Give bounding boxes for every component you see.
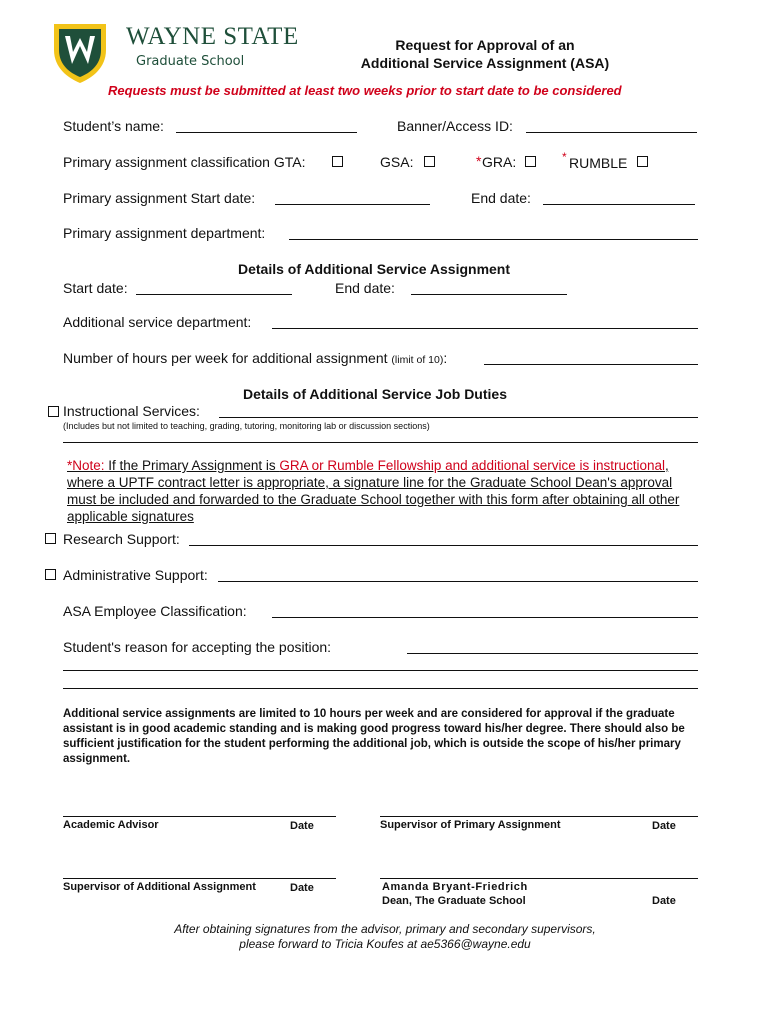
academic-advisor-label: Academic Advisor xyxy=(63,819,159,831)
reason-label: Student's reason for accepting the position: xyxy=(63,639,332,655)
instructional-field-line2[interactable] xyxy=(63,442,698,443)
supervisor-primary-signature-line[interactable] xyxy=(380,816,698,817)
primary-end-label: End date: xyxy=(471,190,531,206)
gsa-label: GSA: xyxy=(380,154,414,170)
note-star: *Note: xyxy=(67,458,105,473)
form-title-line2: Additional Service Assignment (ASA) xyxy=(360,55,610,71)
reason-field-line3[interactable] xyxy=(63,688,698,689)
logo-subtitle: Graduate School xyxy=(136,54,245,69)
instructional-checkbox[interactable] xyxy=(48,406,59,417)
administrative-checkbox[interactable] xyxy=(45,569,56,580)
primary-end-field[interactable] xyxy=(543,204,695,205)
dean-name: Amanda Bryant-Friedrich xyxy=(382,881,528,893)
note-text-b: , where a UPTF contract letter is appropriate, a signature line for the Graduate School Dean's approval must be included and forwarded to the Graduate School together with this form after obtaining all other applicable signatures xyxy=(67,458,680,524)
policy-text: Additional service assignments are limited to 10 hours per week and are considered for approval if the graduate assistant is in good academic standing and is making good progress toward his/her degree. There should also be sufficient justification for the student performing the additional job, which is outside the scope of his/her primary assignment. xyxy=(63,708,685,765)
hours-field[interactable] xyxy=(484,364,698,365)
instructional-field[interactable] xyxy=(219,417,698,418)
rumble-asterisk: * xyxy=(562,150,567,164)
asa-classification-field[interactable] xyxy=(272,617,698,618)
uptf-note xyxy=(67,457,702,525)
asa-classification-label: ASA Employee Classification: xyxy=(63,603,247,619)
instructional-label: Instructional Services: xyxy=(63,403,200,419)
additional-end-field[interactable] xyxy=(411,294,567,295)
student-name-field[interactable] xyxy=(176,132,357,133)
hours-colon: : xyxy=(443,350,448,366)
logo-wordmark: WAYNE STATE xyxy=(126,23,299,50)
gra-asterisk: * xyxy=(476,153,482,169)
supervisor-additional-signature-line[interactable] xyxy=(63,878,336,879)
supervisor-primary-date-label: Date xyxy=(652,820,676,832)
dean-date-label: Date xyxy=(652,895,676,907)
primary-dept-label: Primary assignment department: xyxy=(63,225,266,241)
rumble-label: RUMBLE xyxy=(569,155,628,171)
gsa-checkbox[interactable] xyxy=(424,156,435,167)
footer-line2: please forward to Tricia Koufes at ae5366@wayne.edu xyxy=(239,937,531,951)
primary-classification-label: Primary assignment classification GTA: xyxy=(63,154,306,170)
instructional-note: (Includes but not limited to teaching, grading, tutoring, monitoring lab or discussion sections) xyxy=(63,421,430,431)
additional-end-label: End date: xyxy=(335,280,395,296)
student-name-label: Student’s name: xyxy=(63,118,164,134)
research-label: Research Support: xyxy=(63,531,180,547)
academic-advisor-signature-line[interactable] xyxy=(63,816,336,817)
supervisor-additional-date-label: Date xyxy=(290,882,314,894)
submission-notice: Requests must be submitted at least two weeks prior to start date to be considered xyxy=(108,83,622,98)
primary-dept-field[interactable] xyxy=(289,239,698,240)
additional-start-label: Start date: xyxy=(63,280,128,296)
primary-start-label: Primary assignment Start date: xyxy=(63,190,256,206)
form-title-line1: Request for Approval of an xyxy=(395,37,575,53)
primary-start-field[interactable] xyxy=(275,204,430,205)
gta-checkbox[interactable] xyxy=(332,156,343,167)
wayne-state-shield-icon xyxy=(52,20,108,84)
gra-label: GRA: xyxy=(482,154,517,170)
additional-start-field[interactable] xyxy=(136,294,292,295)
supervisor-additional-label: Supervisor of Additional Assignment xyxy=(63,881,256,893)
research-checkbox[interactable] xyxy=(45,533,56,544)
administrative-label: Administrative Support: xyxy=(63,567,208,583)
footer-line1: After obtaining signatures from the advisor, primary and secondary supervisors, xyxy=(174,922,596,936)
additional-dept-label: Additional service department: xyxy=(63,314,252,330)
hours-label-text: Number of hours per week for additional assignment xyxy=(63,350,388,366)
research-field[interactable] xyxy=(189,545,698,546)
supervisor-primary-label: Supervisor of Primary Assignment xyxy=(380,819,561,831)
duties-heading: Details of Additional Service Job Duties xyxy=(243,386,507,402)
gra-checkbox[interactable] xyxy=(525,156,536,167)
dean-title: Dean, The Graduate School xyxy=(382,895,526,907)
note-text-red: GRA or Rumble Fellowship and additional service is instructional xyxy=(279,458,666,473)
banner-id-field[interactable] xyxy=(526,132,697,133)
hours-limit: (limit of 10) xyxy=(391,354,444,366)
rumble-checkbox[interactable] xyxy=(637,156,648,167)
note-text-a: If the Primary Assignment is xyxy=(104,458,280,473)
hours-label xyxy=(63,350,447,366)
dean-signature-line[interactable] xyxy=(380,878,698,879)
reason-field-line2[interactable] xyxy=(63,670,698,671)
banner-id-label: Banner/Access ID: xyxy=(397,118,513,134)
wayne-state-logo xyxy=(52,20,312,84)
details-heading: Details of Additional Service Assignment xyxy=(238,261,511,277)
administrative-field[interactable] xyxy=(218,581,698,582)
reason-field[interactable] xyxy=(407,653,698,654)
additional-dept-field[interactable] xyxy=(272,328,698,329)
advisor-date-label: Date xyxy=(290,820,314,832)
